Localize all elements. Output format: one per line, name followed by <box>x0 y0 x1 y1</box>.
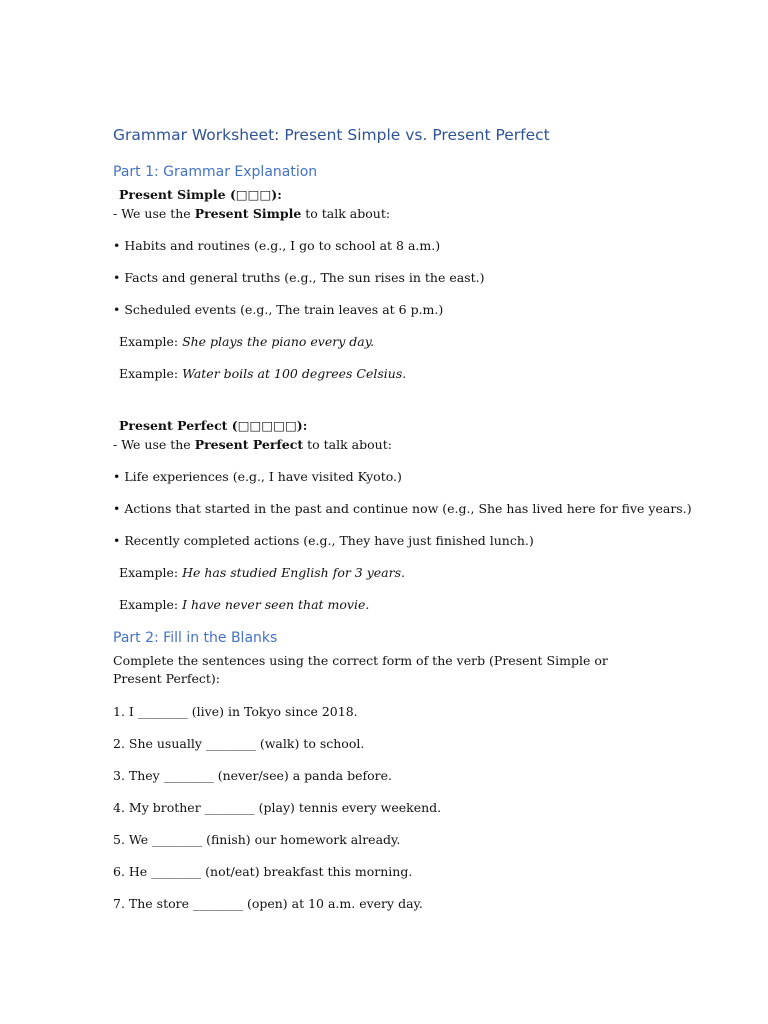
list-item: • Scheduled events (e.g., The train leaves at 6 p.m.) <box>113 302 444 317</box>
intro-bold-term: Present Perfect <box>194 437 304 452</box>
intro-text: - We use the <box>113 206 195 221</box>
intro-text: to talk about: <box>303 437 392 452</box>
example-line <box>119 565 405 580</box>
example-sentence: Water boils at 100 degrees Celsius. <box>182 366 407 381</box>
exercise-item: 7. The store ________ (open) at 10 a.m. every day. <box>113 896 423 911</box>
intro-text: to talk about: <box>301 206 391 221</box>
example-line <box>119 334 374 349</box>
example-label: Example: <box>119 334 183 349</box>
part2-instructions: Complete the sentences using the correct form of the verb (Present Simple or Present Perfect): <box>113 653 608 686</box>
example-line <box>119 366 406 381</box>
part1-heading: Part 1: Grammar Explanation <box>113 164 318 180</box>
page-title: Grammar Worksheet: Present Simple vs. Present Perfect <box>113 126 550 144</box>
list-item: • Recently completed actions (e.g., They have just finished lunch.) <box>113 533 534 548</box>
intro-text: - We use the <box>113 437 195 452</box>
list-item: • Actions that started in the past and continue now (e.g., She has lived here for five years.) <box>113 501 692 516</box>
exercise-item: 1. I ________ (live) in Tokyo since 2018. <box>113 704 358 719</box>
exercise-item: 5. We ________ (finish) our homework already. <box>113 832 401 847</box>
part2-heading: Part 2: Fill in the Blanks <box>113 630 278 646</box>
list-item: • Facts and general truths (e.g., The sun rises in the east.) <box>113 270 485 285</box>
example-sentence: I have never seen that movie. <box>182 597 370 612</box>
example-label: Example: <box>119 366 183 381</box>
exercise-item: 3. They ________ (never/see) a panda before. <box>113 768 392 783</box>
example-label: Example: <box>119 565 183 580</box>
intro-bold-term: Present Simple <box>194 206 302 221</box>
present-perfect-heading: Present Perfect (□□□□□): <box>119 418 308 433</box>
example-label: Example: <box>119 597 183 612</box>
example-line <box>119 597 369 612</box>
present-simple-heading: Present Simple (□□□): <box>119 187 282 202</box>
example-sentence: He has studied English for 3 years. <box>182 565 405 580</box>
exercise-item: 6. He ________ (not/eat) breakfast this morning. <box>113 864 413 879</box>
example-sentence: She plays the piano every day. <box>182 334 375 349</box>
list-item: • Life experiences (e.g., I have visited Kyoto.) <box>113 469 402 484</box>
present-perfect-intro <box>113 437 392 452</box>
exercise-item: 2. She usually ________ (walk) to school. <box>113 736 365 751</box>
exercise-item: 4. My brother ________ (play) tennis every weekend. <box>113 800 442 815</box>
list-item: • Habits and routines (e.g., I go to school at 8 a.m.) <box>113 238 441 253</box>
present-simple-intro <box>113 206 390 221</box>
